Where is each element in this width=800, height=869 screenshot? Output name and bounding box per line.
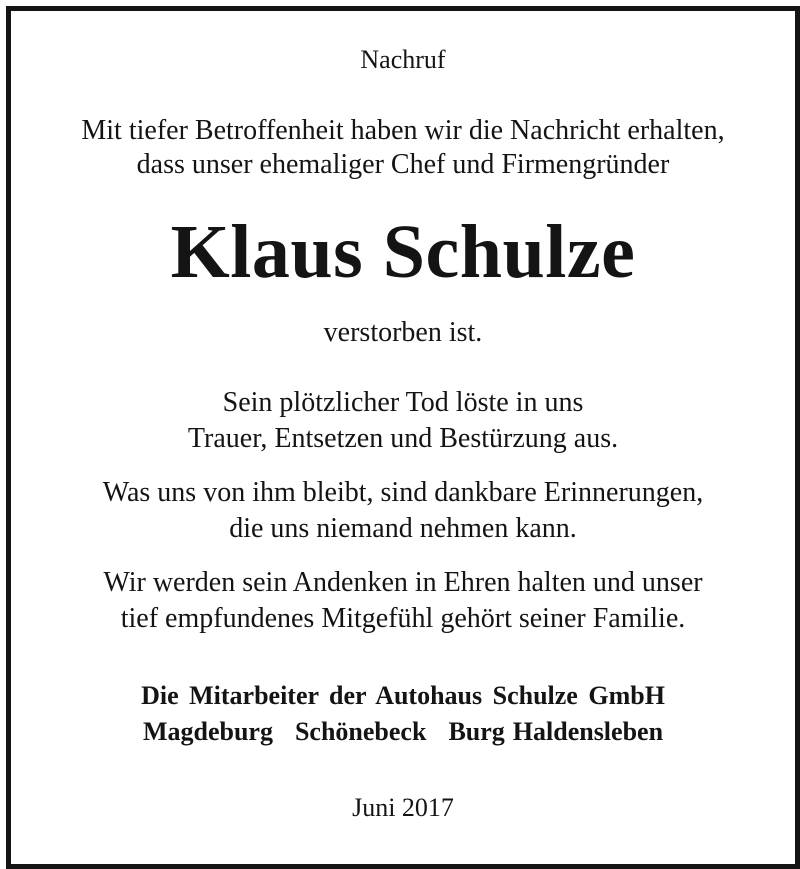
signature-locations: [11, 717, 795, 747]
location-schoenebeck: Schönebeck: [294, 717, 427, 746]
paragraph-1-line-2: Trauer, Entsetzen und Bestürzung aus.: [187, 423, 619, 454]
intro-line-2: dass unser ehemaliger Chef und Firmengründer: [136, 149, 670, 180]
location-magdeburg: Magdeburg: [142, 717, 273, 746]
paragraph-1-line-1: Sein plötzlicher Tod löste in uns: [222, 387, 584, 418]
location-burg: Burg: [448, 717, 505, 746]
deceased-name: Klaus Schulze: [170, 210, 636, 294]
paragraph-3-line-1: Wir werden sein Andenken in Ehren halten und unser: [103, 567, 703, 598]
paragraph-2-line-2: die uns niemand nehmen kann.: [229, 513, 577, 544]
paragraph-2-line-1: Was uns von ihm bleibt, sind dankbare Erinnerungen,: [102, 477, 704, 508]
notice-heading: Nachruf: [360, 45, 446, 74]
obituary-notice: [6, 6, 800, 869]
after-name-text: verstorben ist.: [323, 317, 483, 348]
notice-date: Juni 2017: [352, 793, 454, 822]
paragraph-3-line-2: tief empfundenes Mitgefühl gehört seiner Familie.: [120, 603, 686, 634]
intro-line-1: Mit tiefer Betroffenheit haben wir die Nachricht erhalten,: [81, 115, 725, 146]
location-haldensleben: Haldensleben: [512, 717, 664, 746]
signature-company: Die Mitarbeiter der Autohaus Schulze GmbH: [141, 681, 665, 710]
